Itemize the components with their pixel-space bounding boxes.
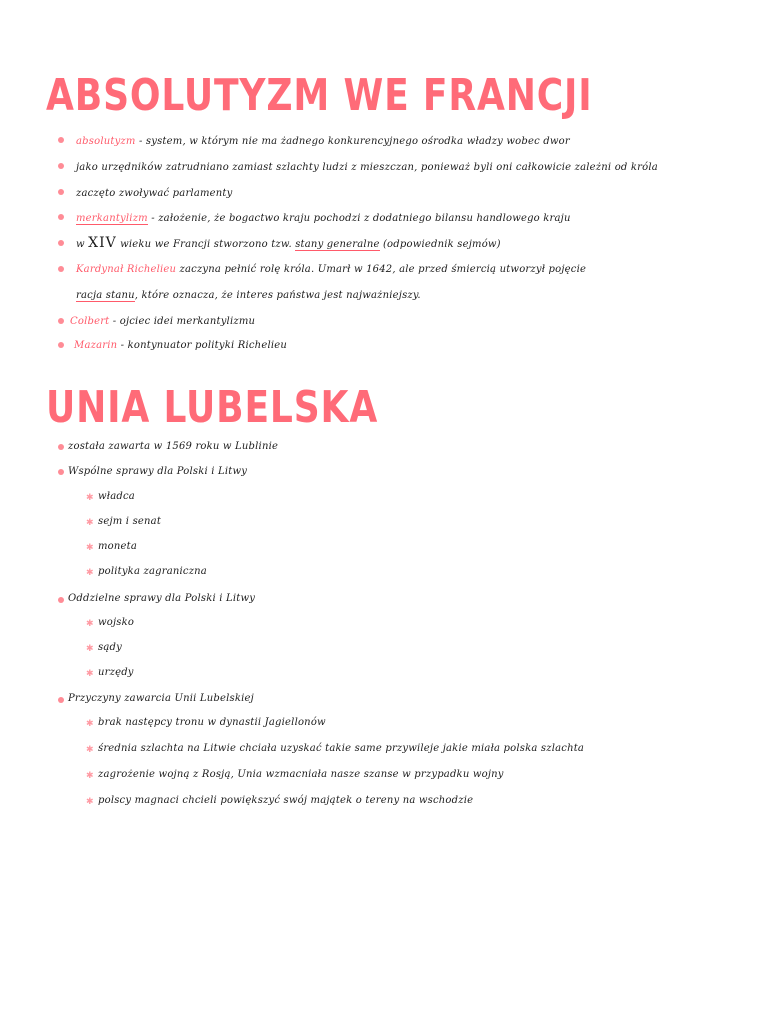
star-bullet-icon: ✱ [86, 644, 94, 654]
underlined-stany-generalne: stany generalne [295, 239, 380, 250]
bullet-dot [58, 469, 64, 475]
underlined-racja-stanu: racja stanu [76, 290, 135, 301]
bullet-dot [58, 240, 64, 246]
text-odpowiednik: (odpowiednik sejmów) [379, 239, 501, 250]
sub-item: urzędy [98, 667, 134, 678]
note-line-wspolne-sprawy: Wspólne sprawy dla Polski i Litwy [68, 466, 248, 477]
note-line-mazarin [74, 339, 287, 353]
note-line-parlamenty: zaczęto zwoływać parlamenty [76, 188, 233, 199]
note-line-colbert [70, 315, 255, 329]
text-colbert: - ojciec idei merkantylizmu [109, 316, 256, 327]
sub-item: władca [98, 491, 135, 502]
sub-item: moneta [98, 541, 138, 552]
bullet-dot [58, 342, 64, 348]
term-richelieu: Kardynał Richelieu [76, 264, 177, 275]
note-line-zawarta: została zawarta w 1569 roku w Lublinie [68, 441, 279, 452]
star-bullet-icon: ✱ [86, 745, 94, 755]
bullet-dot [58, 189, 64, 195]
definition-text: - założenie, że bogactwo kraju pochodzi z dodatniego bilansu handlowego kraju [147, 213, 571, 224]
definition-text: - system, w którym nie ma żadnego konkurencyjnego ośrodka władzy wobec dwor [135, 136, 570, 147]
note-line-oddzielne-sprawy: Oddzielne sprawy dla Polski i Litwy [68, 593, 256, 604]
star-bullet-icon: ✱ [86, 518, 94, 528]
term-mazarin: Mazarin [74, 340, 118, 351]
bullet-dot [58, 163, 64, 169]
note-line-urzednicy: jako urzędników zatrudniano zamiast szlachty ludzi z mieszczan, ponieważ byli oni całkowicie zależni od króla [76, 162, 658, 173]
sub-item: sejm i senat [98, 516, 162, 527]
sub-item: wojsko [98, 617, 135, 628]
star-bullet-icon: ✱ [86, 493, 94, 503]
star-bullet-icon: ✱ [86, 619, 94, 629]
note-line-merkantylizm [76, 212, 571, 226]
sub-item: polscy magnaci chcieli powiększyć swój majątek o tereny na wschodzie [98, 795, 474, 806]
note-line-przyczyny: Przyczyny zawarcia Unii Lubelskiej [68, 693, 254, 704]
term-absolutyzm: absolutyzm [76, 136, 136, 147]
star-bullet-icon: ✱ [86, 771, 94, 781]
star-bullet-icon: ✱ [86, 669, 94, 679]
bullet-dot [58, 597, 64, 603]
term-colbert: Colbert [70, 316, 110, 327]
text-wieku: wieku we Francji stworzono tzw. [116, 239, 296, 250]
bullet-dot [58, 137, 64, 143]
sub-item: brak następcy tronu w dynastii Jagiellonów [98, 717, 326, 728]
star-bullet-icon: ✱ [86, 797, 94, 807]
bullet-dot [58, 214, 64, 220]
note-line-racja-stanu [76, 289, 421, 303]
star-bullet-icon: ✱ [86, 568, 94, 578]
bullet-dot [58, 697, 64, 703]
century-numeral: XIV [88, 235, 117, 251]
star-bullet-icon: ✱ [86, 719, 94, 729]
bullet-dot [58, 318, 64, 324]
sub-item: polityka zagraniczna [98, 566, 207, 577]
note-line-absolutyzm [76, 135, 570, 149]
note-line-richelieu [76, 263, 586, 277]
sub-item: zagrożenie wojną z Rosją, Unia wzmacniała nasze szanse w przypadku wojny [98, 769, 504, 780]
text-w: w [76, 239, 85, 250]
text-mazarin: - kontynuator polityki Richelieu [117, 340, 287, 351]
section-title-unia-lubelska: UNIA LUBELSKA [46, 382, 379, 433]
star-bullet-icon: ✱ [86, 543, 94, 553]
bullet-dot [58, 444, 64, 450]
sub-item: sądy [98, 642, 122, 653]
term-merkantylizm: merkantylizm [76, 213, 148, 224]
text-racja-stanu: , które oznacza, że interes państwa jest najważniejszy. [134, 290, 421, 301]
section-title-absolutyzm: ABSOLUTYZM WE FRANCJI [46, 70, 593, 121]
bullet-dot [58, 266, 64, 272]
sub-item: średnia szlachta na Litwie chciała uzyskać takie same przywileje jakie miała polska szlachta [98, 743, 585, 754]
note-line-stany-generalne [76, 236, 501, 252]
text-richelieu: zaczyna pełnić rolę króla. Umarł w 1642, ale przed śmiercią utworzył pojęcie [176, 264, 587, 275]
